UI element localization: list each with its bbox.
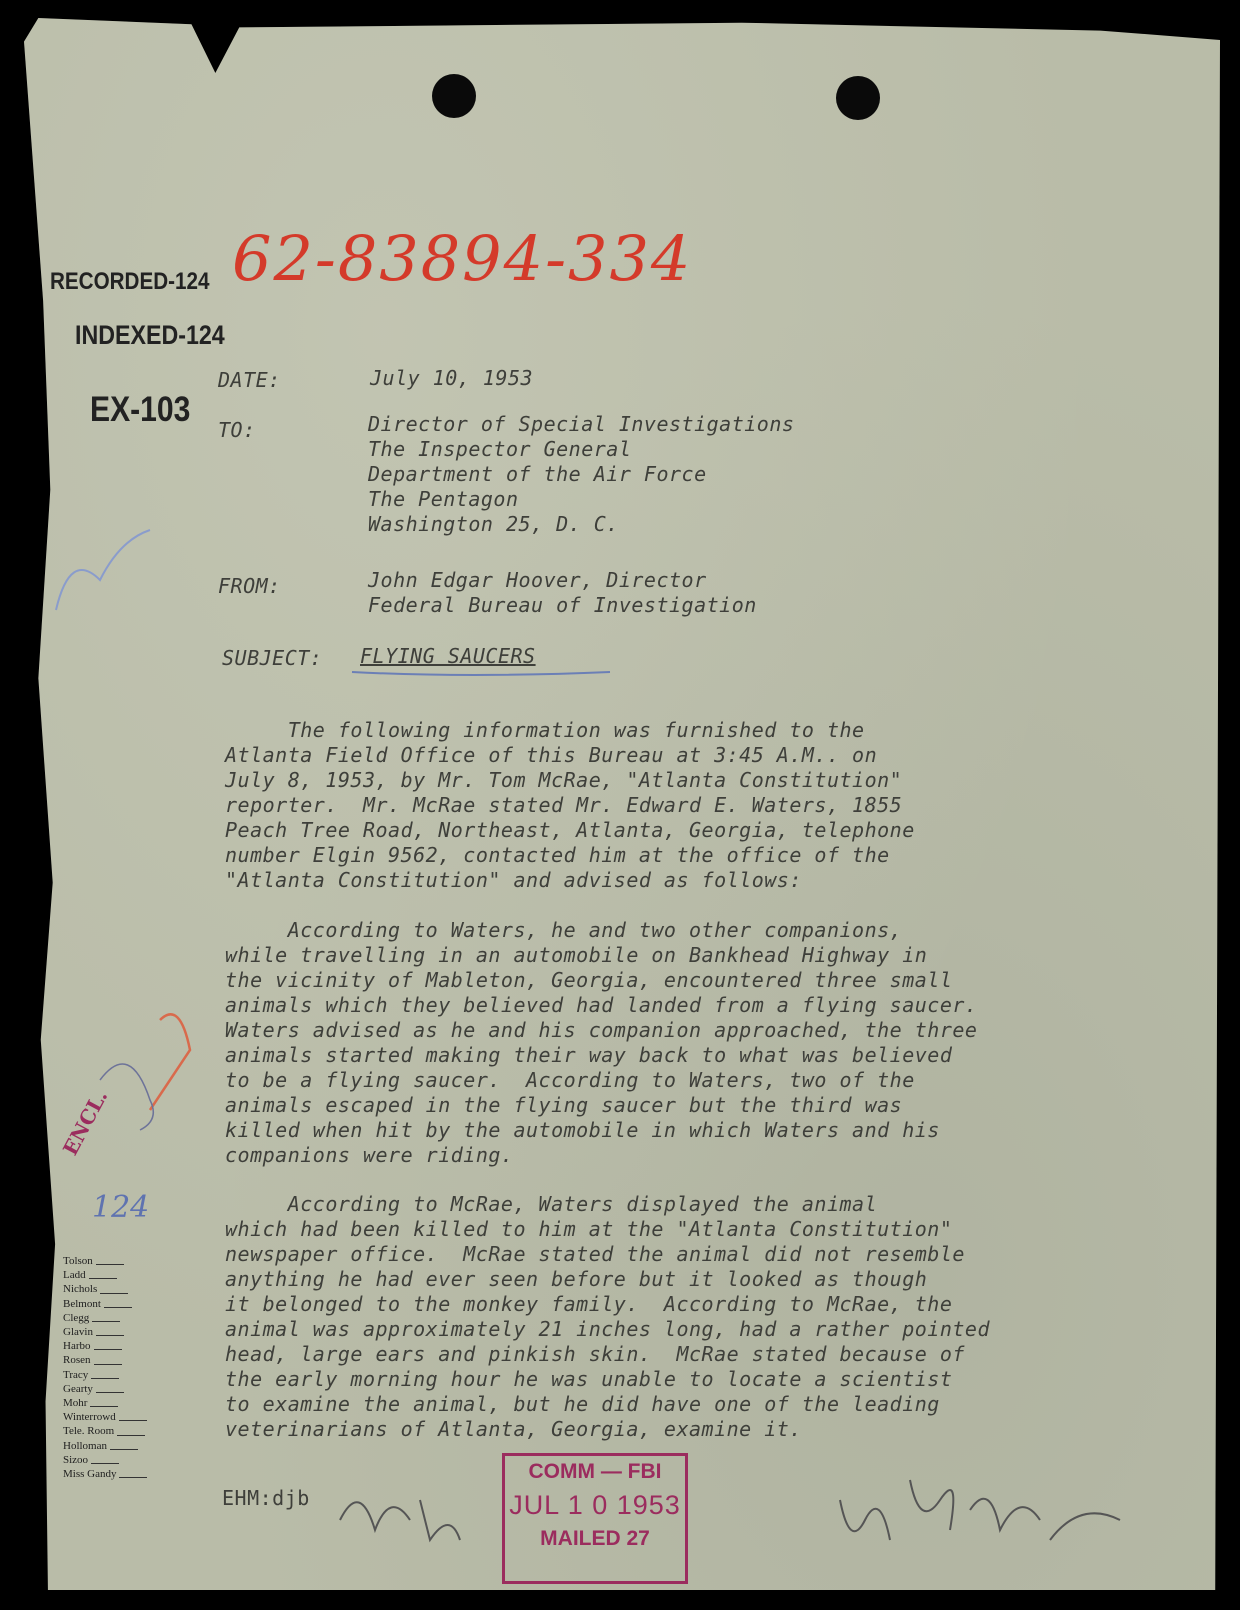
- body-line: newspaper office. McRae stated the animal did not resemble: [225, 1242, 965, 1266]
- body-line: Waters advised as he and his companion approached, the three: [225, 1018, 978, 1042]
- margin-scribbles: [40, 520, 210, 1140]
- body-line: According to McRae, Waters displayed the animal: [225, 1192, 878, 1216]
- body-line: companions were riding.: [225, 1143, 514, 1167]
- body-line: head, large ears and pinkish skin. McRae stated because of: [225, 1342, 965, 1366]
- body-line: According to Waters, he and two other companions,: [225, 918, 903, 942]
- body-paragraph: [225, 718, 1125, 893]
- body-line: Atlanta Field Office of this Bureau at 3:45 A.M.. on: [225, 743, 878, 767]
- typist-initials: EHM:djb: [222, 1486, 310, 1510]
- date-label: DATE:: [218, 368, 281, 392]
- routing-item: Belmont: [63, 1297, 147, 1311]
- from-block: [368, 568, 757, 618]
- body-line: animals which they believed had landed from a flying saucer.: [225, 993, 978, 1017]
- to-line: Department of the Air Force: [368, 462, 707, 486]
- routing-item: Harbo: [63, 1339, 147, 1353]
- encl-stamp: ENCL.: [58, 1085, 113, 1160]
- routing-item: Clegg: [63, 1311, 147, 1325]
- body-line: the vicinity of Mableton, Georgia, encountered three small: [225, 968, 953, 992]
- to-line: The Inspector General: [368, 437, 632, 461]
- from-line: John Edgar Hoover, Director: [368, 568, 707, 592]
- to-line: The Pentagon: [368, 487, 519, 511]
- body-line: "Atlanta Constitution" and advised as follows:: [225, 868, 802, 892]
- body-line: reporter. Mr. McRae stated Mr. Edward E. Waters, 1855: [225, 793, 903, 817]
- ex-stamp: EX-103: [90, 390, 191, 429]
- body-line: which had been killed to him at the "Atlanta Constitution": [225, 1217, 953, 1241]
- body-paragraph: [225, 918, 1125, 1168]
- body-paragraph: [225, 1192, 1125, 1442]
- to-block: [368, 412, 794, 537]
- mailed-stamp-mailed: MAILED 27: [540, 1527, 650, 1550]
- to-line: Washington 25, D. C.: [368, 512, 619, 536]
- to-line: Director of Special Investigations: [368, 412, 795, 436]
- routing-item: Gearty: [63, 1382, 147, 1396]
- body-line: anything he had ever seen before but it looked as though: [225, 1267, 928, 1291]
- body-line: while travelling in an automobile on Bankhead Highway in: [225, 943, 928, 967]
- body-line: The following information was furnished to the: [225, 718, 865, 742]
- body-line: animals escaped in the flying saucer but the third was: [225, 1093, 903, 1117]
- body-line: it belonged to the monkey family. According to McRae, the: [225, 1292, 953, 1316]
- subject-underline-mark: [348, 660, 618, 680]
- routing-item: Nichols: [63, 1282, 147, 1296]
- punch-hole: [836, 76, 880, 120]
- routing-item: Tracy: [63, 1368, 147, 1382]
- encl-number: 124: [92, 1190, 150, 1225]
- routing-item: Miss Gandy: [63, 1467, 147, 1481]
- subject-label: SUBJECT:: [222, 646, 323, 670]
- routing-item: Winterrowd: [63, 1410, 147, 1424]
- routing-item: Ladd: [63, 1268, 147, 1282]
- file-number: 62-83894-334: [232, 222, 693, 295]
- body-line: killed when hit by the automobile in which Waters and his: [225, 1118, 940, 1142]
- routing-item: Tele. Room: [63, 1424, 147, 1438]
- body-line: to examine the animal, but he did have one of the leading: [225, 1392, 940, 1416]
- routing-item: Rosen: [63, 1353, 147, 1367]
- routing-item: Holloman: [63, 1439, 147, 1453]
- body-line: animal was approximately 21 inches long, had a rather pointed: [225, 1317, 991, 1341]
- mailed-stamp-agency: COMM — FBI: [528, 1460, 662, 1483]
- body-line: to be a flying saucer. According to Waters, two of the: [225, 1068, 915, 1092]
- subject-value: FLYING SAUCERS: [360, 644, 536, 668]
- to-label: TO:: [218, 418, 256, 442]
- routing-item: Mohr: [63, 1396, 147, 1410]
- body-line: number Elgin 9562, contacted him at the office of the: [225, 843, 890, 867]
- indexed-stamp: INDEXED-124: [75, 320, 225, 350]
- mailed-stamp-date: JUL 1 0 1953: [509, 1490, 681, 1520]
- punch-hole: [432, 74, 476, 118]
- initials-scribbles: [320, 1460, 1160, 1580]
- body-line: July 8, 1953, by Mr. Tom McRae, "Atlanta Constitution": [225, 768, 903, 792]
- date-value: July 10, 1953: [370, 366, 534, 390]
- from-label: FROM:: [218, 574, 281, 598]
- recorded-stamp: RECORDED-124: [50, 268, 210, 295]
- body-line: animals started making their way back to what was believed: [225, 1043, 953, 1067]
- from-line: Federal Bureau of Investigation: [368, 593, 757, 617]
- routing-list: [63, 1254, 147, 1481]
- body-line: veterinarians of Atlanta, Georgia, examine it.: [225, 1417, 802, 1441]
- routing-item: Tolson: [63, 1254, 147, 1268]
- body-line: the early morning hour he was unable to locate a scientist: [225, 1367, 953, 1391]
- body-line: Peach Tree Road, Northeast, Atlanta, Georgia, telephone: [225, 818, 915, 842]
- routing-item: Glavin: [63, 1325, 147, 1339]
- routing-item: Sizoo: [63, 1453, 147, 1467]
